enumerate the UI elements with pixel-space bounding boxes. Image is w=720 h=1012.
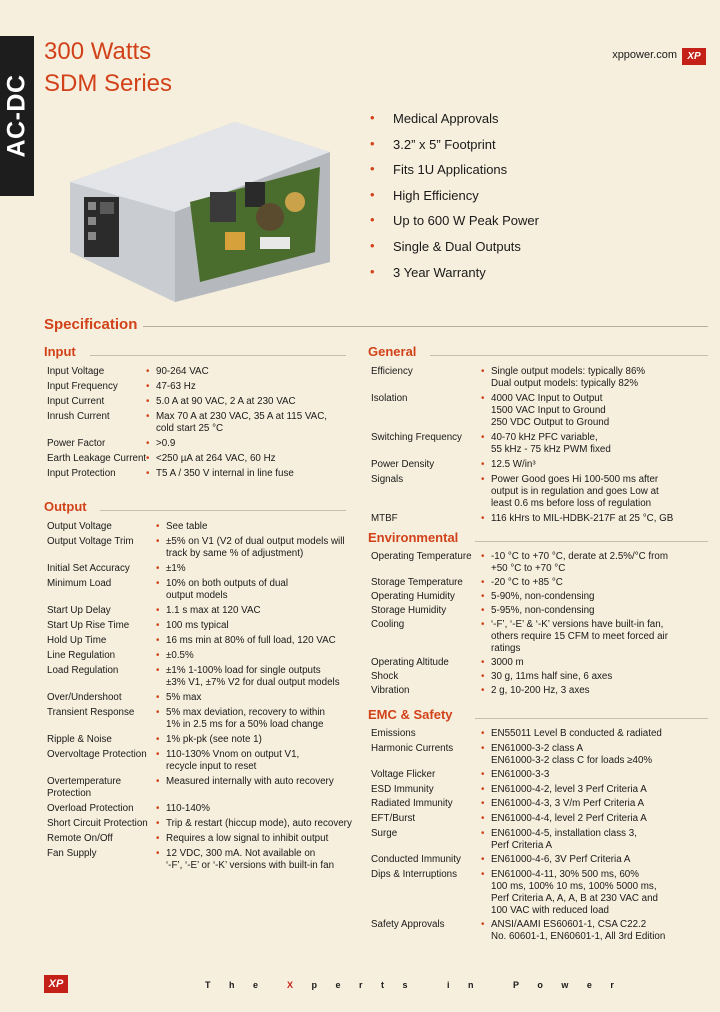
spec-row: [47, 438, 357, 453]
bullet-icon: •: [481, 919, 485, 931]
page-title-series: SDM Series: [44, 70, 173, 97]
spec-row: [47, 665, 357, 692]
spec-label: Line Regulation: [47, 650, 116, 661]
spec-row: [47, 734, 357, 749]
output-heading: Output: [44, 499, 87, 514]
spec-value: ±1% 1-100% load for single outputs ±3% V1, ±7% V2 for dual output models: [166, 665, 340, 688]
spec-row: [47, 848, 357, 875]
spec-label: Fan Supply: [47, 848, 97, 859]
spec-row: [47, 563, 357, 578]
spec-row: [371, 919, 711, 946]
spec-row: [47, 453, 357, 468]
specification-heading-bar: [44, 316, 708, 336]
spec-label: EFT/Burst: [371, 812, 416, 824]
spec-row: [371, 432, 711, 459]
bullet-icon: •: [481, 783, 485, 795]
spec-label: Start Up Rise Time: [47, 620, 130, 631]
spec-label: Transient Response: [47, 707, 135, 718]
spec-row: [371, 743, 711, 770]
spec-value: <250 µA at 264 VAC, 60 Hz: [156, 453, 276, 464]
bullet-icon: •: [156, 536, 160, 547]
xp-logo: XP: [682, 48, 706, 65]
spec-value: ‘-F’, ‘-E’ & ‘-K’ versions have built-in fan, others require 15 CFM to meet forced air ratings: [491, 619, 668, 654]
spec-value: EN61000-3-3: [491, 769, 550, 781]
bullet-icon: •: [156, 734, 160, 745]
spec-row: [371, 769, 711, 784]
bullet-icon: •: [156, 605, 160, 616]
output-specs: [47, 521, 357, 875]
spec-label: Output Voltage: [47, 521, 112, 532]
spec-row: [371, 366, 711, 393]
spec-row: [371, 577, 711, 591]
bullet-icon: •: [481, 798, 485, 810]
bullet-icon: •: [481, 671, 485, 682]
spec-row: [47, 749, 357, 776]
environmental-heading: Environmental: [368, 530, 459, 545]
bullet-icon: •: [481, 868, 485, 880]
bullet-icon: •: [156, 749, 160, 760]
spec-value: ±0.5%: [166, 650, 194, 661]
bullet-icon: •: [481, 742, 485, 754]
spec-label: Load Regulation: [47, 665, 119, 676]
spec-value: Max 70 A at 230 VAC, 35 A at 115 VAC, cold start 25 °C: [156, 411, 328, 434]
spec-label: Input Frequency: [47, 381, 118, 392]
bullet-icon: •: [481, 432, 485, 443]
spec-label: Input Protection: [47, 468, 116, 479]
spec-value: 1% pk-pk (see note 1): [166, 734, 262, 745]
spec-label: Minimum Load: [47, 578, 112, 589]
bullet-icon: •: [156, 707, 160, 718]
bullet-icon: •: [156, 833, 160, 844]
spec-row: [371, 828, 711, 855]
spec-label: ESD Immunity: [371, 783, 434, 795]
spec-row: [371, 474, 711, 513]
spec-value: See table: [166, 521, 208, 532]
spec-row: [47, 650, 357, 665]
spec-label: Safety Approvals: [371, 919, 445, 931]
spec-row: [371, 728, 711, 743]
spec-value: 30 g, 11ms half sine, 6 axes: [491, 671, 613, 682]
website-link[interactable]: xppower.com: [612, 49, 677, 61]
feature-item: • High Efficiency: [370, 187, 539, 213]
spec-row: [47, 578, 357, 605]
spec-row: [47, 635, 357, 650]
spec-value: EN61000-4-5, installation class 3, Perf Criteria A: [491, 827, 637, 851]
page-title-watts: 300 Watts: [44, 38, 152, 65]
spec-value: T5 A / 350 V internal in line fuse: [156, 468, 294, 479]
spec-value: EN61000-3-2 class A EN61000-3-2 class C for loads ≥40%: [491, 742, 653, 766]
spec-row: [371, 813, 711, 828]
tagline: T h e X p e r t s i n P o w e r: [205, 980, 622, 990]
spec-label: Radiated Immunity: [371, 798, 453, 810]
spec-value: 90-264 VAC: [156, 366, 209, 377]
side-tab: [0, 36, 34, 196]
spec-row: [371, 605, 711, 619]
bullet-icon: •: [481, 619, 485, 630]
spec-label: Operating Altitude: [371, 657, 449, 668]
spec-label: Surge: [371, 827, 398, 839]
spec-value: 1.1 s max at 120 VAC: [166, 605, 261, 616]
spec-row: [47, 468, 357, 483]
bullet-icon: •: [481, 393, 485, 404]
emc-heading: EMC & Safety: [368, 707, 453, 722]
spec-label: Vibration: [371, 685, 410, 696]
bullet-icon: •: [146, 381, 150, 392]
spec-value: 47-63 Hz: [156, 381, 196, 392]
general-specs: [371, 366, 711, 528]
spec-value: 4000 VAC Input to Output 1500 VAC Input to Ground 250 VDC Output to Ground: [491, 393, 610, 428]
spec-value: EN55011 Level B conducted & radiated: [491, 728, 662, 739]
spec-row: [371, 513, 711, 528]
spec-value: 5% max: [166, 692, 202, 703]
spec-label: Operating Humidity: [371, 591, 455, 602]
bullet-icon: •: [481, 657, 485, 668]
bullet-icon: •: [481, 551, 485, 562]
spec-row: [371, 784, 711, 799]
bullet-icon: •: [481, 591, 485, 602]
spec-row: [47, 381, 357, 396]
spec-row: [47, 396, 357, 411]
spec-label: Hold Up Time: [47, 635, 107, 646]
spec-value: 5% max deviation, recovery to within 1% in 2.5 ms for a 50% load change: [166, 707, 325, 730]
spec-row: [47, 818, 357, 833]
feature-item: • Up to 600 W Peak Power: [370, 212, 539, 238]
spec-label: MTBF: [371, 513, 398, 524]
spec-row: [371, 551, 711, 577]
spec-row: [47, 366, 357, 381]
general-heading: General: [368, 344, 417, 359]
spec-label: Efficiency: [371, 366, 413, 377]
bullet-icon: •: [146, 366, 150, 377]
spec-value: 116 kHrs to MIL-HDBK-217F at 25 °C, GB: [491, 513, 674, 524]
input-specs: [47, 366, 357, 483]
bullet-icon: •: [481, 769, 485, 781]
spec-value: Measured internally with auto recovery: [166, 776, 334, 787]
spec-value: Power Good goes Hi 100-500 ms after output is in regulation and goes Low at least 0.6 ms before loss of regulation: [491, 474, 659, 509]
bullet-icon: •: [146, 396, 150, 407]
spec-label: Storage Humidity: [371, 605, 447, 616]
spec-row: [371, 798, 711, 813]
spec-row: [371, 671, 711, 685]
spec-value: 110-130% Vnom on output V1, recycle input to reset: [166, 749, 300, 772]
bullet-icon: •: [146, 468, 150, 479]
spec-label: Conducted Immunity: [371, 854, 461, 866]
spec-label: Over/Undershoot: [47, 692, 122, 703]
spec-value: 40-70 kHz PFC variable, 55 kHz - 75 kHz PWM fixed: [491, 432, 611, 455]
spec-label: Inrush Current: [47, 411, 110, 422]
spec-label: Output Voltage Trim: [47, 536, 134, 547]
spec-value: Requires a low signal to inhibit output: [166, 833, 329, 844]
bullet-icon: •: [481, 605, 485, 616]
spec-label: Emissions: [371, 728, 416, 739]
spec-value: ANSI/AAMI ES60601-1, CSA C22.2 No. 60601-1, EN60601-1, All 3rd Edition: [491, 919, 666, 943]
feature-item: • Single & Dual Outputs: [370, 238, 539, 264]
spec-label: Switching Frequency: [371, 432, 462, 443]
spec-label: Harmonic Currents: [371, 742, 454, 754]
bullet-icon: •: [156, 818, 160, 829]
bullet-icon: •: [156, 692, 160, 703]
spec-row: [371, 869, 711, 920]
spec-row: [371, 393, 711, 432]
bullet-icon: •: [146, 411, 150, 422]
spec-value: EN61000-4-3, 3 V/m Perf Criteria A: [491, 798, 645, 810]
spec-value: 10% on both outputs of dual output models: [166, 578, 289, 601]
spec-label: Overload Protection: [47, 803, 134, 814]
product-photo: [60, 112, 345, 302]
bullet-icon: •: [156, 848, 160, 859]
spec-row: [371, 685, 711, 699]
footer-xp-logo: XP: [44, 975, 68, 993]
spec-label: Isolation: [371, 393, 408, 404]
feature-item: • 3 Year Warranty: [370, 264, 539, 290]
bullet-icon: •: [481, 513, 485, 524]
spec-row: [371, 657, 711, 671]
spec-row: [47, 521, 357, 536]
bullet-icon: •: [146, 438, 150, 449]
spec-label: Cooling: [371, 619, 405, 630]
spec-row: [47, 707, 357, 734]
feature-item: • Fits 1U Applications: [370, 161, 539, 187]
spec-value: -10 °C to +70 °C, derate at 2.5%/°C from +50 °C to +70 °C: [491, 551, 669, 574]
spec-row: [371, 591, 711, 605]
spec-label: Input Voltage: [47, 366, 105, 377]
bullet-icon: •: [156, 803, 160, 814]
spec-value: 5.0 A at 90 VAC, 2 A at 230 VAC: [156, 396, 296, 407]
spec-label: Short Circuit Protection: [47, 818, 148, 829]
bullet-icon: •: [481, 854, 485, 866]
feature-list: [370, 110, 539, 289]
spec-label: Input Current: [47, 396, 105, 407]
bullet-icon: •: [156, 776, 160, 787]
spec-label: Voltage Flicker: [371, 769, 436, 781]
spec-row: [47, 605, 357, 620]
environmental-specs: [371, 551, 711, 699]
spec-row: [371, 854, 711, 869]
bullet-icon: •: [156, 620, 160, 631]
spec-value: 16 ms min at 80% of full load, 120 VAC: [166, 635, 336, 646]
bullet-icon: •: [156, 521, 160, 532]
spec-value: 3000 m: [491, 657, 524, 668]
bullet-icon: •: [481, 459, 485, 470]
spec-value: >0.9: [156, 438, 176, 449]
spec-value: 2 g, 10-200 Hz, 3 axes: [491, 685, 590, 696]
emc-specs: [371, 728, 711, 946]
spec-value: ±5% on V1 (V2 of dual output models will track by same % of adjustment): [166, 536, 345, 559]
feature-item: • 3.2” x 5” Footprint: [370, 136, 539, 162]
spec-label: Overvoltage Protection: [47, 749, 147, 760]
bullet-icon: •: [146, 453, 150, 464]
bullet-icon: •: [481, 827, 485, 839]
bullet-icon: •: [156, 635, 160, 646]
spec-label: Power Factor: [47, 438, 106, 449]
spec-value: EN61000-4-11, 30% 500 ms, 60% 100 ms, 100% 10 ms, 100% 5000 ms, Perf Criteria A, A, A, B at 230 VAC and 100 VAC with reduced load: [491, 868, 658, 916]
spec-row: [47, 803, 357, 818]
spec-row: [371, 459, 711, 474]
spec-label: Ripple & Noise: [47, 734, 112, 745]
bullet-icon: •: [156, 578, 160, 589]
feature-item: • Medical Approvals: [370, 110, 539, 136]
spec-value: Trip & restart (hiccup mode), auto recovery: [166, 818, 352, 829]
spec-row: [47, 776, 357, 803]
spec-value: 5-90%, non-condensing: [491, 591, 595, 602]
bullet-icon: •: [481, 685, 485, 696]
spec-label: Storage Temperature: [371, 577, 463, 588]
bullet-icon: •: [156, 650, 160, 661]
bullet-icon: •: [156, 665, 160, 676]
spec-value: ±1%: [166, 563, 186, 574]
spec-value: 5-95%, non-condensing: [491, 605, 595, 616]
spec-label: Shock: [371, 671, 399, 682]
spec-label: Earth Leakage Current: [47, 453, 147, 464]
spec-label: Start Up Delay: [47, 605, 111, 616]
spec-row: [47, 620, 357, 635]
spec-value: EN61000-4-2, level 3 Perf Criteria A: [491, 783, 647, 795]
spec-row: [47, 692, 357, 707]
spec-label: Operating Temperature: [371, 551, 472, 562]
input-heading: Input: [44, 344, 76, 359]
spec-value: EN61000-4-6, 3V Perf Criteria A: [491, 854, 631, 866]
spec-label: Initial Set Accuracy: [47, 563, 130, 574]
bullet-icon: •: [481, 728, 485, 739]
spec-value: -20 °C to +85 °C: [491, 577, 563, 588]
spec-row: [371, 619, 711, 657]
spec-value: 110-140%: [166, 803, 210, 814]
spec-label: Signals: [371, 474, 404, 485]
spec-value: 100 ms typical: [166, 620, 229, 631]
spec-row: [47, 536, 357, 563]
bullet-icon: •: [481, 474, 485, 485]
spec-value: Single output models: typically 86% Dual output models: typically 82%: [491, 366, 646, 389]
bullet-icon: •: [481, 366, 485, 377]
spec-value: 12 VDC, 300 mA. Not available on ‘-F’, ‘-E’ or ‘-K’ versions with built-in fan: [166, 848, 335, 871]
spec-value: 12.5 W/in³: [491, 459, 536, 470]
spec-label: Dips & Interruptions: [371, 868, 458, 880]
spec-value: EN61000-4-4, level 2 Perf Criteria A: [491, 812, 647, 824]
side-tab-label: AC-DC: [2, 74, 31, 158]
spec-label: Remote On/Off: [47, 833, 113, 844]
specification-heading: Specification: [44, 316, 143, 333]
spec-label: Power Density: [371, 459, 435, 470]
bullet-icon: •: [481, 577, 485, 588]
bullet-icon: •: [481, 812, 485, 824]
bullet-icon: •: [156, 563, 160, 574]
spec-row: [47, 411, 357, 438]
spec-row: [47, 833, 357, 848]
spec-label: Overtemperature Protection: [47, 776, 122, 799]
